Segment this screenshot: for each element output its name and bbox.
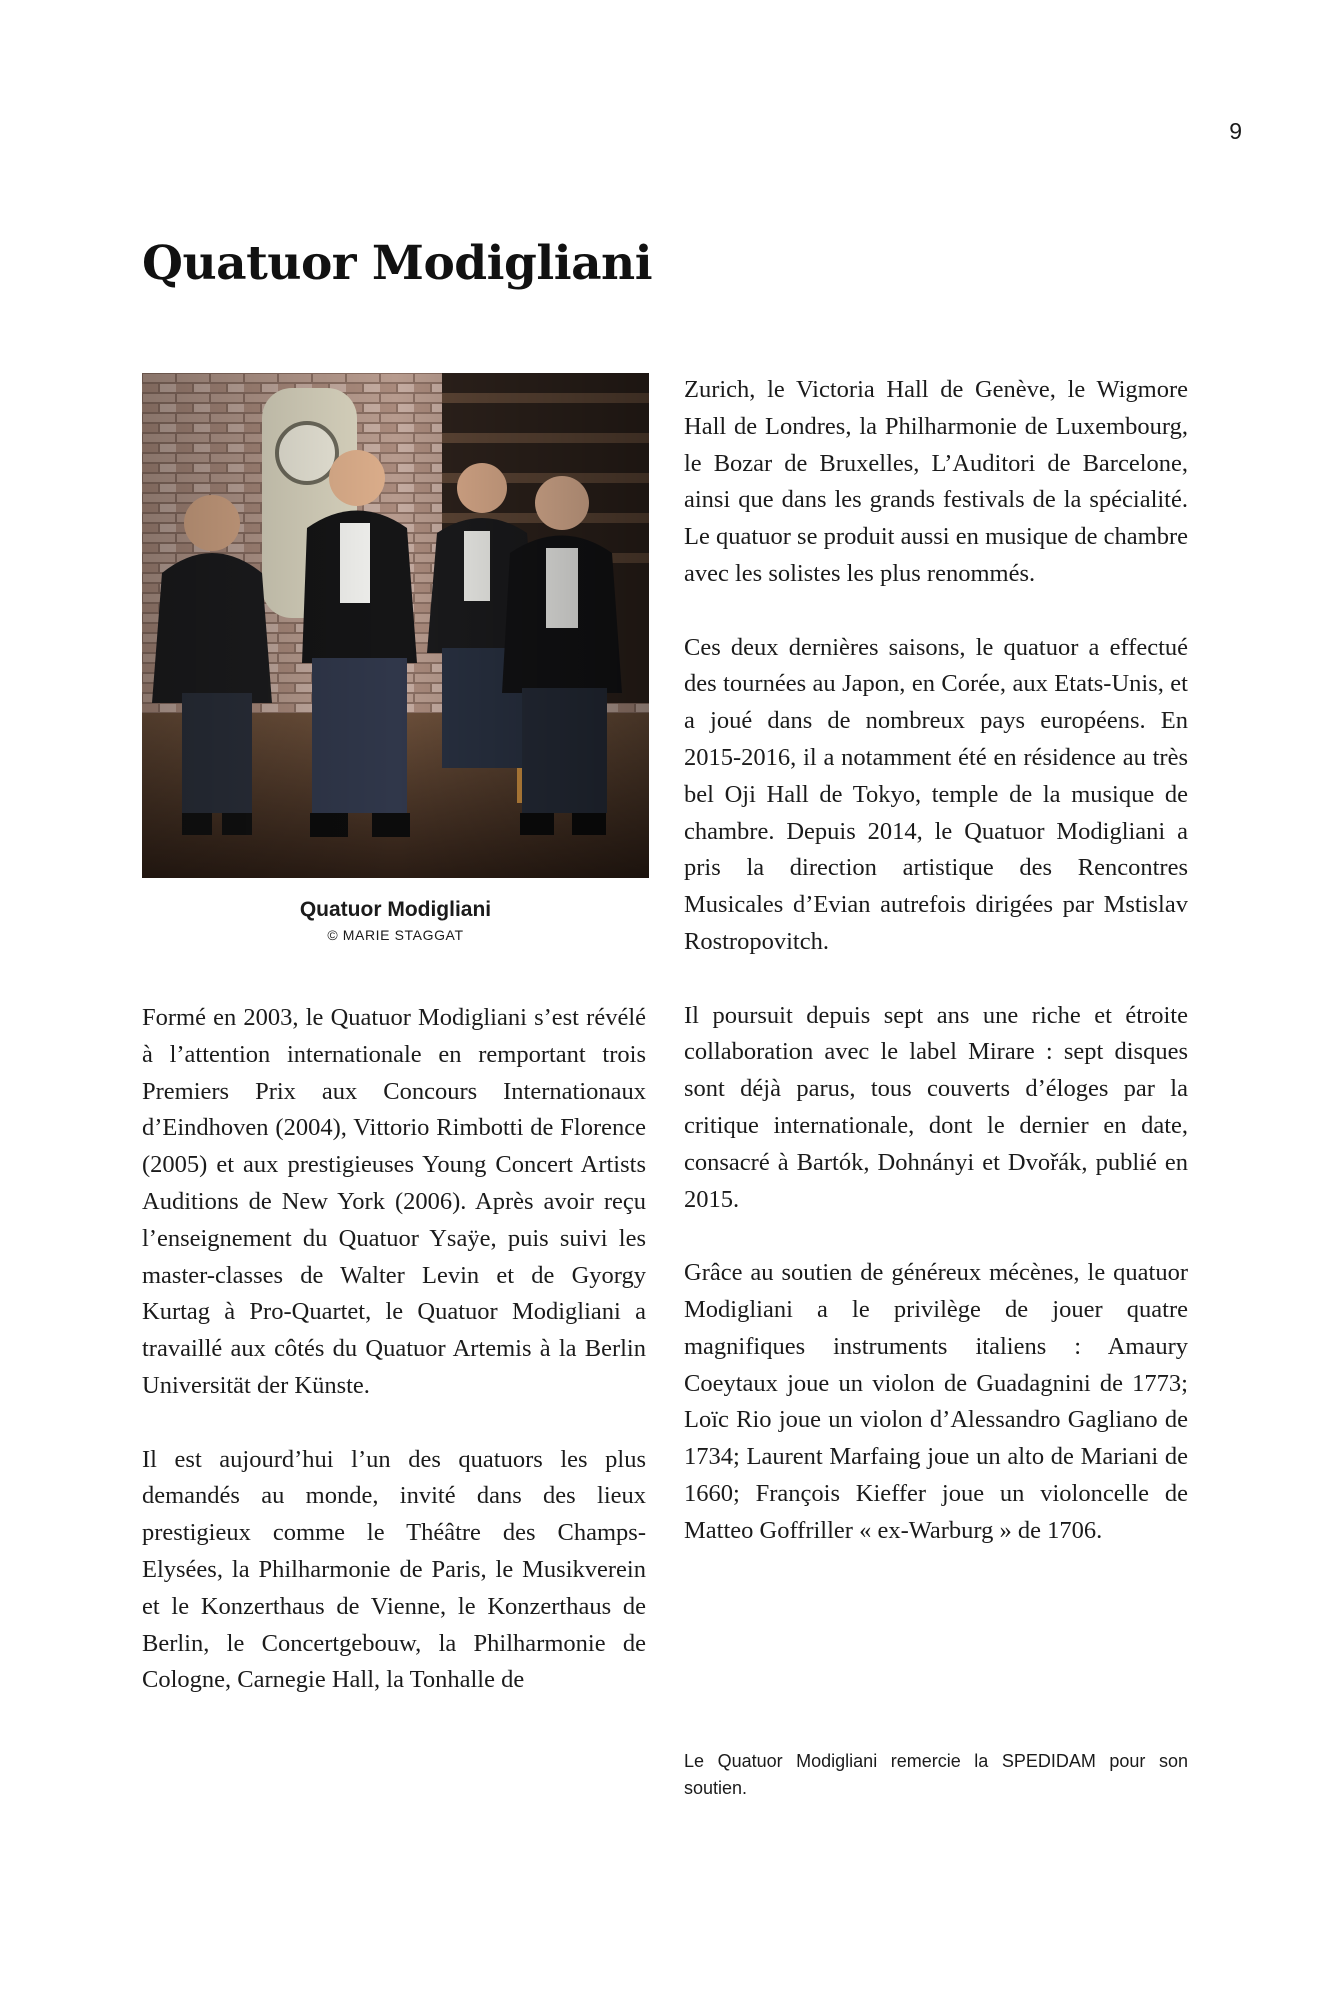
paragraph: Formé en 2003, le Quatuor Modigliani s’est révélé à l’attention internationale en remportant trois Premiers Prix aux Concours Internationaux d’Eindhoven (2004), Vittorio Rimbotti de Florence (2005) et aux prestigieuses Young Concert Artists Auditions de New York (2006). Après avoir reçu l’enseignement du Quatuor Ysaÿe, puis suivi les master-classes de Walter Levin et de Gyorgy Kurtag à Pro-Quartet, le Quatuor Modigliani a travaillé aux côtés du Quatuor Artemis à la Berlin Universität der Künste. bbox=[142, 1004, 646, 1399]
acknowledgement-note: Le Quatuor Modigliani remercie la SPEDIDAM pour son soutien. bbox=[684, 1751, 1188, 1798]
paragraph: Grâce au soutien de généreux mécènes, le quatuor Modigliani a le privilège de jouer quatre magnifiques instruments italiens : Amaury Coeytaux joue un violon de Guadagnini de 1773; Loïc Rio joue un violon d’Alessandro Gagliano de 1734; Laurent Marfaing joue un alto de Mariani de 1660; François Kieffer joue un violoncelle de Matteo Goffriller « ex-Warburg » de 1706. bbox=[684, 1259, 1188, 1544]
page-title: Quatuor Modigliani bbox=[142, 236, 653, 291]
page-number: 9 bbox=[1229, 118, 1242, 144]
paragraph: Il poursuit depuis sept ans une riche et étroite collaboration avec le label Mirare : sept disques sont déjà parus, tous couverts d’éloges par la critique internationale, dont le dernier en date, consacré à Bartók, Dohnányi et Dvořák, publié en 2015. bbox=[684, 1001, 1188, 1213]
photo-credit: © MARIE STAGGAT bbox=[327, 927, 464, 943]
paragraph: Il est aujourd’hui l’un des quatuors les plus demandés au monde, invité dans des lieux prestigieux comme le Théâtre des Champs-Elysées, la Philharmonie de Paris, le Musikverein et le Konzerthaus de Vienne, le Konzerthaus de Berlin, le Concertgebouw, la Philharmonie de Cologne, Carnegie Hall, la Tonhalle de bbox=[142, 1445, 646, 1694]
group-photo bbox=[142, 373, 649, 878]
paragraph: Ces deux dernières saisons, le quatuor a effectué des tournées au Japon, en Corée, aux Etats-Unis, et a joué dans de nombreux pays européens. En 2015-2016, il a notamment été en résidence au très bel Oji Hall de Tokyo, temple de la musique de chambre. Depuis 2014, le Quatuor Modigliani a pris la direction artistique des Rencontres Musicales d’Evian autrefois dirigées par Mstislav Rostropovitch. bbox=[684, 633, 1188, 955]
paragraph: Zurich, le Victoria Hall de Genève, le Wigmore Hall de Londres, la Philharmonie de Luxembourg, le Bozar de Bruxelles, L’Auditori de Barcelone, ainsi que dans les grands festivals de la spécialité. Le quatuor se produit aussi en musique de chambre avec les solistes les plus renommés. bbox=[684, 376, 1188, 587]
photo-caption-title: Quatuor Modigliani bbox=[299, 898, 492, 921]
left-column bbox=[142, 1000, 646, 1736]
right-column bbox=[684, 372, 1188, 1586]
